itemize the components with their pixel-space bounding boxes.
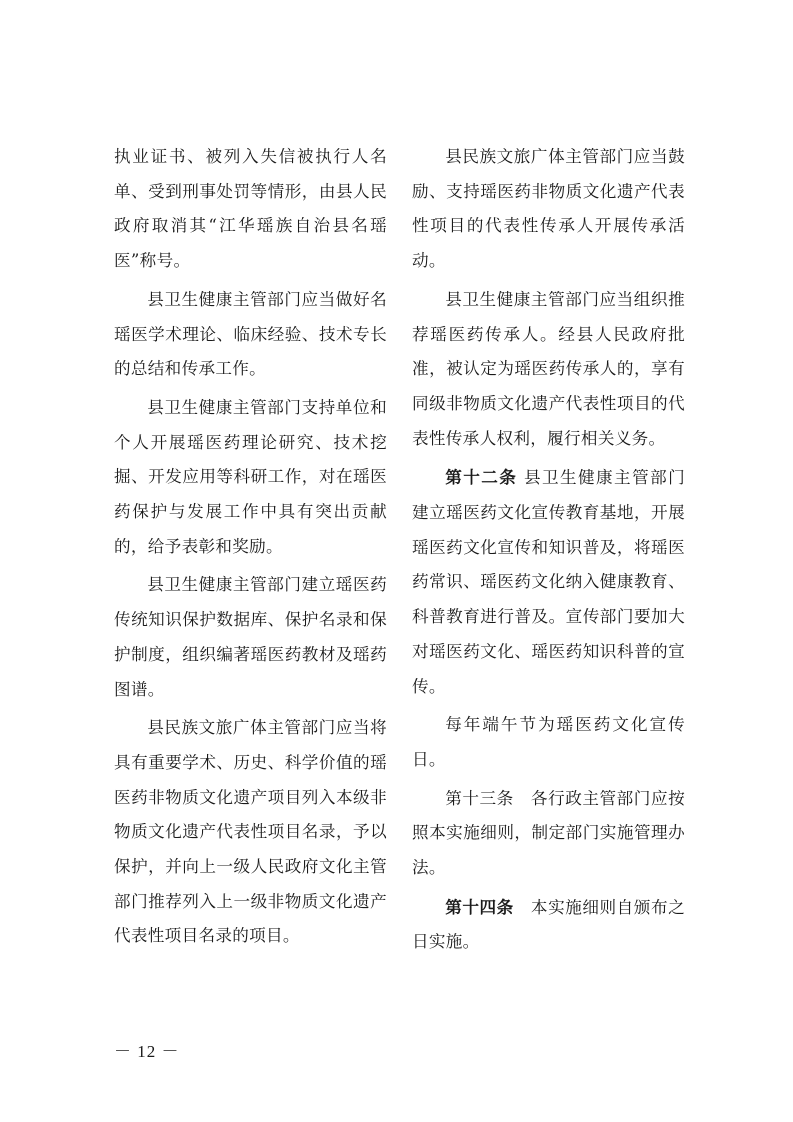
paragraph-heritage-listing: 县民族文旅广体主管部门应当将具有重要学术、历史、科学价值的瑶医药非物质文化遗产项目列入本级非物质文化遗产代表性项目名录，予以保护，并向上一级人民政府文化主管部门推荐列入上一级非物质文化遗产代表性项目名录的项目。	[114, 718, 387, 946]
paragraph-summary-work: 县卫生健康主管部门应当做好名瑶医学术理论、临床经验、技术专长的总结和传承工作。	[114, 289, 387, 379]
paragraph-research-support: 县卫生健康主管部门支持单位和个人开展瑶医药理论研究、技术挖掘、开发应用等科研工作，对在瑶医药保护与发展工作中具有突出贡献的，给予表彰和奖励。	[114, 397, 387, 556]
article-13-text: 各行政主管部门应按照本实施细则，制定部门实施管理办法。	[412, 788, 686, 878]
article-13	[412, 782, 685, 886]
right-text-column	[412, 140, 685, 964]
article-14-label: 第十四条	[445, 896, 514, 917]
page-number: － 12 －	[114, 1042, 180, 1061]
article-12	[412, 460, 685, 704]
paragraph-publicity-day: 每年端午节为瑶医药文化宣传日。	[412, 715, 685, 769]
article-12-text: 县卫生健康主管部门建立瑶医药文化宣传教育基地，开展瑶医药文化宣传和知识普及，将瑶医药常识、瑶医药文化纳入健康教育、科普教育进行普及。宣传部门要加大对瑶医药文化、瑶医药知识科普的宣传。	[412, 468, 685, 696]
left-text-column	[114, 140, 387, 958]
paragraph-recommend-inheritors: 县卫生健康主管部门应当组织推荐瑶医药传承人。经县人民政府批准，被认定为瑶医药传承人的，享有同级非物质文化遗产代表性项目的代表性传承人权利，履行相关义务。	[412, 289, 685, 448]
article-12-label: 第十二条	[445, 467, 518, 488]
article-14	[412, 890, 685, 960]
article-13-label: 第十三条	[445, 788, 514, 808]
paragraph-knowledge-database: 县卫生健康主管部门建立瑶医药传统知识保护数据库、保护名录和保护制度，组织编著瑶医药教材及瑶药图谱。	[114, 575, 387, 699]
article-14-text: 本实施细则自颁布之日实施。	[412, 897, 686, 952]
paragraph-continuation: 执业证书、被列入失信被执行人名单、受到刑事处罚等情形，由县人民政府取消其“江华瑶族自治县名瑶医”称号。	[114, 147, 387, 271]
paragraph-heritage-inheritors: 县民族文旅广体主管部门应当鼓励、支持瑶医药非物质文化遗产代表性项目的代表性传承人开展传承活动。	[412, 147, 685, 271]
